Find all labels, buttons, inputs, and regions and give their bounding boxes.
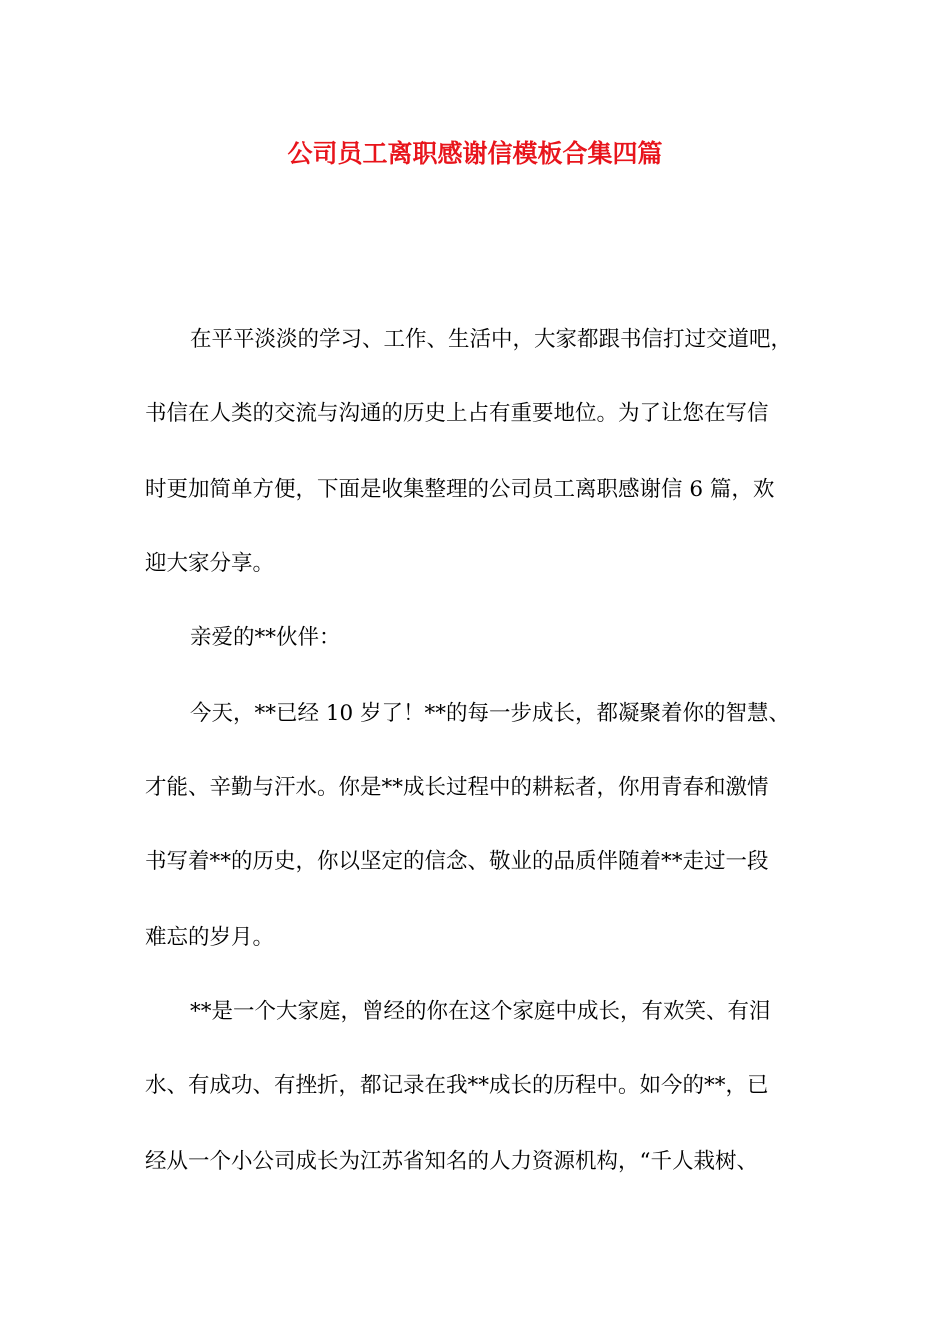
document-title: 公司员工离职感谢信模板合集四篇 bbox=[287, 139, 663, 168]
paragraph-line: **是一个大家庭，曾经的你在这个家庭中成长，有欢笑、有泪 bbox=[190, 999, 771, 1024]
paragraph-line: 迎大家分享。 bbox=[145, 551, 275, 576]
paragraph-line: 经从一个小公司成长为江苏省知名的人力资源机构，“千人栽树、 bbox=[145, 1149, 758, 1174]
paragraph-line: 水、有成功、有挫折，都记录在我**成长的历程中。如今的**，已 bbox=[145, 1073, 769, 1098]
paragraph-line: 在平平淡淡的学习、工作、生活中，大家都跟书信打过交道吧， bbox=[190, 327, 793, 352]
paragraph-line: 书写着**的历史，你以坚定的信念、敬业的品质伴随着**走过一段 bbox=[145, 849, 769, 874]
paragraph-line: 时更加简单方便，下面是收集整理的公司员工离职感谢信 6 篇，欢 bbox=[145, 477, 775, 502]
paragraph-line: 书信在人类的交流与沟通的历史上占有重要地位。为了让您在写信 bbox=[145, 401, 769, 426]
paragraph-line: 难忘的岁月。 bbox=[145, 925, 275, 950]
paragraph-line: 今天，**已经 10 岁了！**的每一步成长，都凝聚着你的智慧、 bbox=[190, 701, 791, 726]
paragraph-line: 才能、辛勤与汗水。你是**成长过程中的耕耘者，你用青春和激情 bbox=[145, 775, 769, 800]
salutation-line: 亲爱的**伙伴： bbox=[190, 625, 341, 650]
